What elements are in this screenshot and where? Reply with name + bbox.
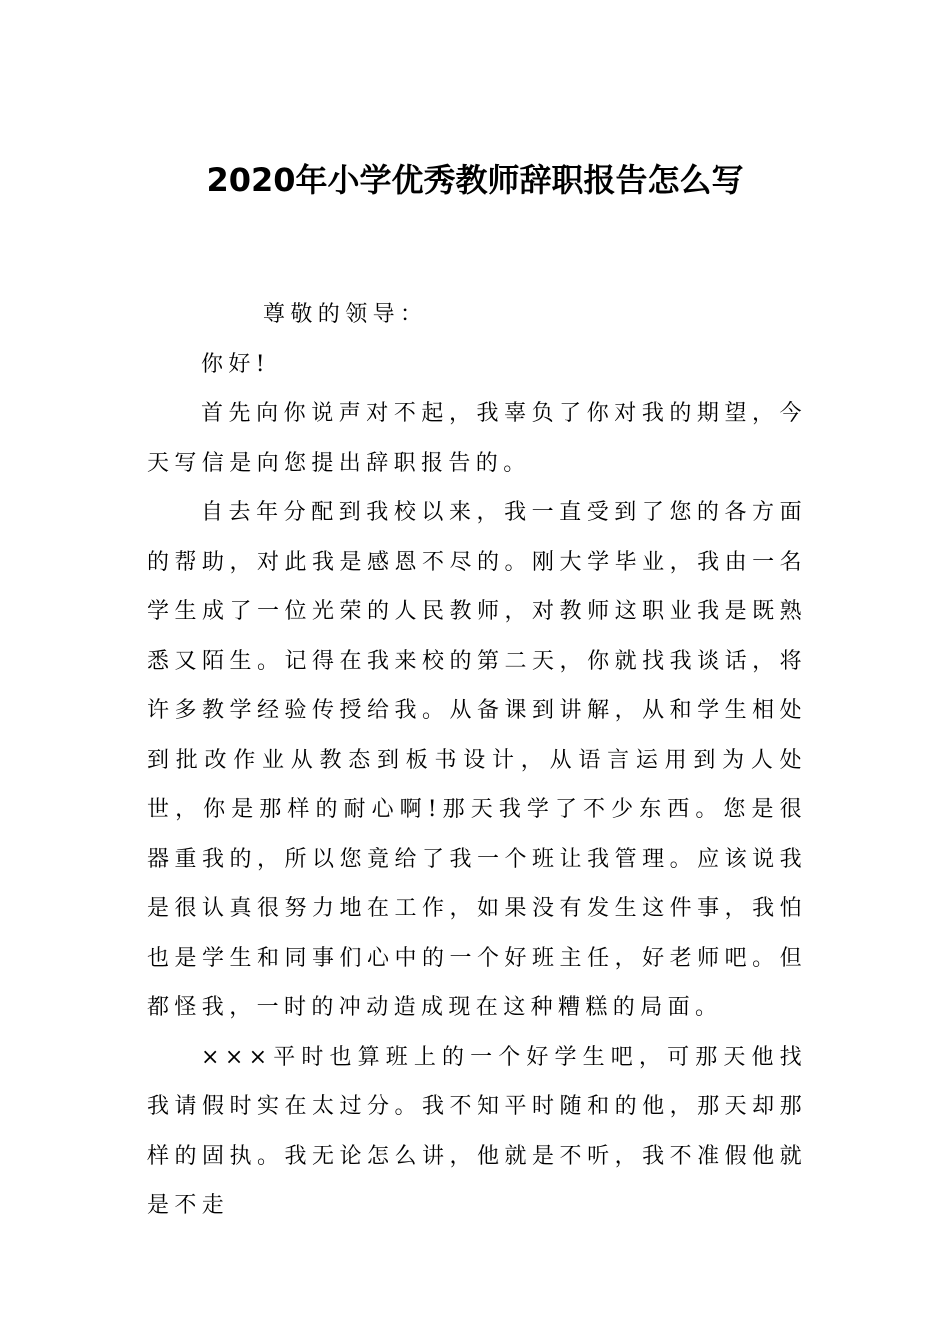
- document-body: [147, 290, 807, 1231]
- paragraph: ×××平时也算班上的一个好学生吧，可那天他找我请假时实在太过分。我不知平时随和的他，那天却那样的固执。我无论怎么讲，他就是不听，我不准假他就是不走: [147, 1044, 807, 1218]
- greeting: 你好!: [201, 351, 271, 377]
- salutation: 尊敬的领导：: [263, 302, 428, 327]
- document-title: 2020年小学优秀教师辞职报告怎么写: [206, 161, 744, 199]
- paragraph: 自去年分配到我校以来，我一直受到了您的各方面的帮助，对此我是感恩不尽的。刚大学毕业，我由一名学生成了一位光荣的人民教师，对教师这职业我是既熟悉又陌生。记得在我来校的第二天，你就找我谈话，将许多教学经验传授给我。从备课到讲解，从和学生相处到批改作业从教态到板书设计，从语言运用到为人处世，你是那样的耐心啊!那天我学了不少东西。您是很器重我的，所以您竟给了我一个班让我管理。应该说我是很认真很努力地在工作，如果没有发生这件事，我怕也是学生和同事们心中的一个好班主任，好老师吧。但都怪我，一时的冲动造成现在这种糟糕的局面。: [147, 500, 807, 1020]
- paragraph: 首先向你说声对不起，我辜负了你对我的期望，今天写信是向您提出辞职报告的。: [147, 401, 807, 476]
